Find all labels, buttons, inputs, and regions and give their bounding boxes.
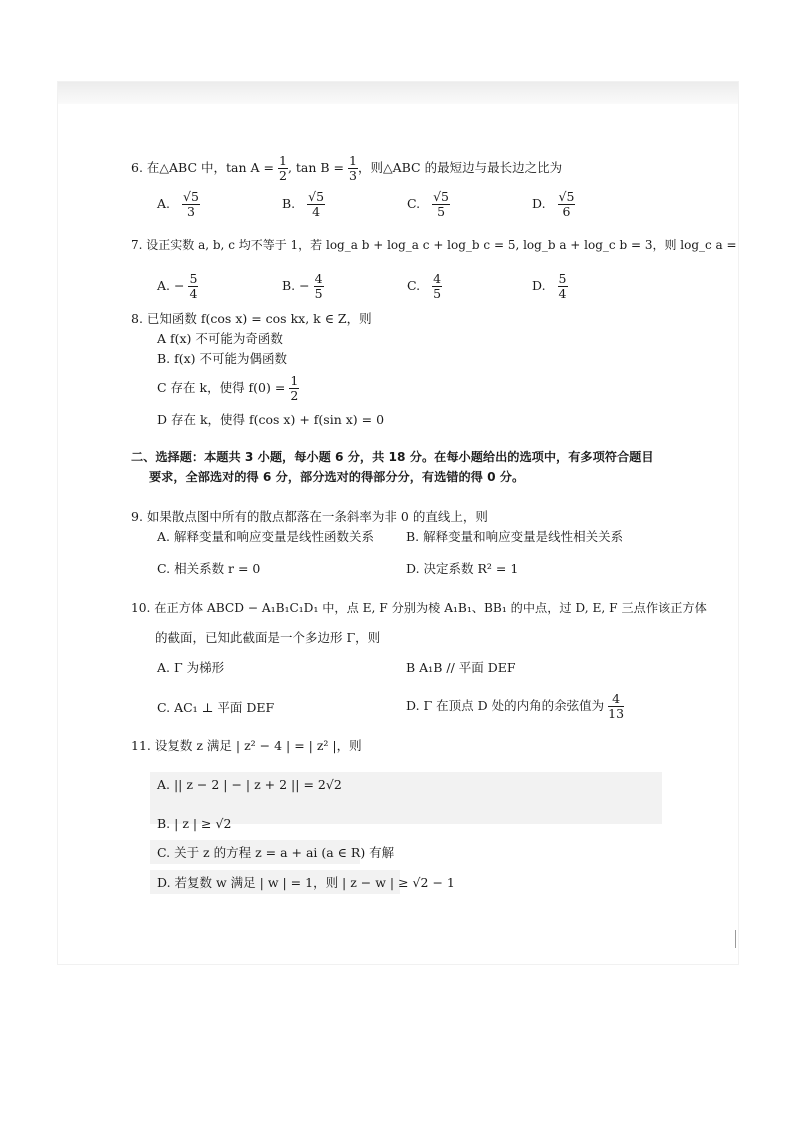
option-label: A. — [157, 196, 171, 211]
scan-shadow — [58, 82, 738, 104]
section-2-heading-line2: 要求，全部选对的得 6 分，部分选对的得部分分，有选错的得 0 分。 — [149, 470, 525, 484]
fraction-denominator: 13 — [608, 706, 625, 721]
option-7d — [532, 272, 568, 301]
option-6d — [532, 190, 575, 219]
option-fraction — [314, 272, 324, 301]
question-text: 如果散点图中所有的散点都落在一条斜率为非 0 的直线上，则 — [146, 509, 488, 524]
fraction-denominator: 2 — [278, 168, 287, 183]
question-number: 6. — [131, 160, 143, 175]
option-fraction — [432, 190, 450, 219]
option-10c: C. AC₁ ⊥ 平面 DEF — [157, 700, 275, 715]
option-6c — [407, 190, 450, 219]
question-text: 设正实数 a, b, c 均不等于 1，若 log_a b + log_a c + log_b c = 5, log_b a + log_c b = 3，则 log_c a = — [146, 238, 737, 252]
option-fraction — [307, 190, 325, 219]
fraction-denominator: 4 — [189, 286, 198, 301]
minus-sign: − — [299, 278, 310, 293]
option-6a — [157, 190, 200, 219]
fraction-numerator: 4 — [608, 692, 624, 707]
question-number: 9. — [131, 509, 143, 524]
option-7b — [282, 272, 324, 301]
scan-edge-mark — [735, 930, 736, 948]
option-fraction — [432, 272, 442, 301]
option-label: B. — [282, 196, 296, 211]
fraction-denominator: 5 — [314, 286, 323, 301]
option-7a — [157, 272, 198, 301]
question-number: 7. — [131, 238, 143, 252]
question-number: 8. — [131, 311, 143, 326]
option-9b: B. 解释变量和响应变量是线性相关关系 — [406, 529, 624, 544]
fraction-denominator: 4 — [558, 286, 567, 301]
question-8 — [131, 311, 372, 327]
fraction-numerator: 5 — [189, 271, 198, 286]
option-11c: C. 关于 z 的方程 z = a + ai (a ∈ R) 有解 — [157, 845, 395, 860]
option-label: A. — [157, 278, 171, 293]
question-text: 已知函数 f(cos x) = cos kx, k ∈ Z，则 — [146, 311, 372, 326]
fraction-denominator: 5 — [433, 286, 442, 301]
option-10a: A. Γ 为梯形 — [157, 660, 225, 675]
question-7 — [131, 237, 737, 253]
option-label: C. — [407, 278, 421, 293]
option-fraction — [608, 692, 624, 721]
option-text: D. Γ 在顶点 D 处的内角的余弦值为 — [406, 698, 605, 713]
question-text: ，则△ABC 的最短边与最长边之比为 — [357, 160, 563, 175]
question-10-line2: 的截面，已知此截面是一个多边形 Γ，则 — [155, 630, 381, 645]
fraction-numerator: 4 — [433, 271, 442, 286]
option-8c — [157, 374, 299, 403]
option-fraction — [558, 190, 576, 219]
option-fraction — [558, 272, 568, 301]
option-11b: B. | z | ≥ √2 — [157, 816, 232, 831]
question-9 — [131, 509, 488, 525]
fraction-numerator: 4 — [314, 271, 323, 286]
option-9c: C. 相关系数 r = 0 — [157, 561, 261, 576]
fraction-numerator: √5 — [183, 189, 199, 204]
option-fraction — [188, 272, 198, 301]
question-11 — [131, 738, 362, 754]
option-label: D. — [532, 278, 546, 293]
option-9d: D. 决定系数 R² = 1 — [406, 561, 519, 576]
option-label: C. — [407, 196, 421, 211]
question-number: 11. — [131, 738, 151, 753]
fraction-denominator: 2 — [290, 388, 299, 403]
section-2-heading-line1: 二、选择题：本题共 3 小题，每小题 6 分，共 18 分。在每小题给出的选项中，有多项符合题目 — [131, 450, 654, 464]
fraction-denominator: 3 — [349, 168, 357, 183]
fraction-numerator: √5 — [558, 189, 575, 204]
option-label: B. — [282, 278, 296, 293]
option-8d: D 存在 k，使得 f(cos x) + f(sin x) = 0 — [157, 412, 385, 427]
option-label: D. — [532, 196, 546, 211]
question-number: 10. — [131, 601, 151, 615]
fraction-numerator: √5 — [433, 189, 449, 204]
fraction-denominator: 4 — [312, 204, 321, 219]
question-text: 在△ABC 中，tan A = — [146, 160, 274, 175]
option-8b: B. f(x) 不可能为偶函数 — [157, 351, 288, 366]
option-7c — [407, 272, 442, 301]
question-text: 在正方体 ABCD − A₁B₁C₁D₁ 中，点 E, F 分别为棱 A₁B₁、BB₁ 的中点，过 D, E, F 三点作该正方体 — [154, 601, 707, 615]
fraction-denominator: 5 — [437, 204, 446, 219]
fraction-tanB — [348, 154, 358, 183]
fraction-denominator: 3 — [186, 204, 195, 219]
fraction-numerator: 1 — [349, 153, 357, 168]
question-10-line1 — [131, 600, 707, 616]
option-10d — [406, 692, 624, 721]
minus-sign: − — [174, 278, 185, 293]
option-11a: A. || z − 2 | − | z + 2 || = 2√2 — [157, 777, 342, 792]
option-8a: A f(x) 不可能为奇函数 — [157, 331, 283, 346]
fraction-numerator: 1 — [290, 373, 299, 388]
option-9a: A. 解释变量和响应变量是线性函数关系 — [157, 529, 374, 544]
fraction-numerator: 5 — [558, 271, 567, 286]
option-6b — [282, 190, 325, 219]
option-fraction — [289, 374, 299, 403]
fraction-numerator: 1 — [278, 153, 287, 168]
question-6 — [131, 154, 562, 183]
option-10b: B A₁B // 平面 DEF — [406, 660, 516, 675]
question-text: , tan B = — [287, 160, 345, 175]
question-text: 设复数 z 满足 | z² − 4 | = | z² |，则 — [154, 738, 362, 753]
option-text: C 存在 k，使得 f(0) = — [157, 380, 286, 395]
option-11d: D. 若复数 w 满足 | w | = 1，则 | z − w | ≥ √2 − 1 — [157, 875, 455, 890]
option-fraction — [182, 190, 200, 219]
fraction-tanA — [278, 154, 288, 183]
fraction-numerator: √5 — [308, 189, 325, 204]
fraction-denominator: 6 — [562, 204, 571, 219]
